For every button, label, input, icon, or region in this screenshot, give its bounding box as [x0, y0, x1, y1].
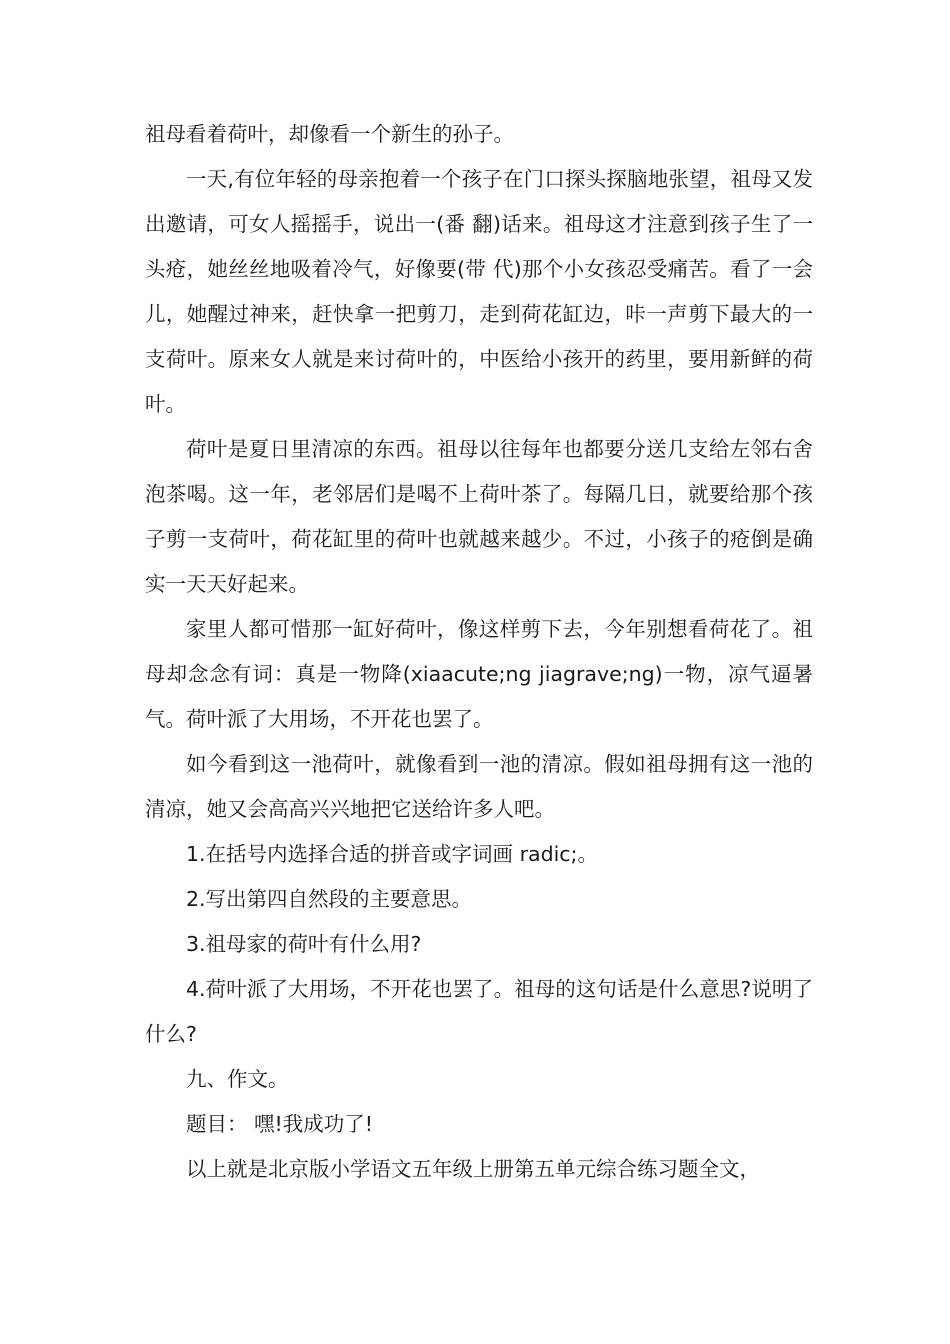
closing-line: 以上就是北京版小学语文五年级上册第五单元综合练习题全文，	[186, 1157, 760, 1181]
question-4: 4.荷叶派了大用场，不开花也罢了。祖母的这句话是什么意思?说明了什么?	[145, 977, 813, 1046]
paragraph-1: 祖母看着荷叶，却像看一个新生的孙子。	[145, 122, 514, 146]
question-1: 1.在括号内选择合适的拼音或字词画 radic;。	[186, 842, 598, 866]
paragraph-4: 家里人都可惜那一缸好荷叶，像这样剪下去，今年别想看荷花了。祖母却念念有词：真是一物降(xiaacute;ng jiagrave;ng)一物，凉气逼暑气。荷叶派了大用场，不开花也罢了。	[145, 617, 813, 731]
composition-title: 题目： 嘿!我成功了!	[186, 1112, 373, 1136]
question-3: 3.祖母家的荷叶有什么用?	[186, 932, 422, 956]
question-2: 2.写出第四自然段的主要意思。	[186, 887, 473, 911]
document-body	[145, 112, 813, 1192]
paragraph-3: 荷叶是夏日里清凉的东西。祖母以往每年也都要分送几支给左邻右舍泡茶喝。这一年，老邻居们是喝不上荷叶茶了。每隔几日，就要给那个孩子剪一支荷叶，荷花缸里的荷叶也就越来越少。不过，小孩子的疮倒是确实一天天好起来。	[145, 437, 813, 596]
paragraph-2: 一天,有位年轻的母亲抱着一个孩子在门口探头探脑地张望，祖母又发出邀请，可女人摇摇手，说出一(番 翻)话来。祖母这才注意到孩子生了一头疮，她丝丝地吸着冷气，好像要(带 代)那个小女孩忍受痛苦。看了一会儿，她醒过神来，赶快拿一把剪刀，走到荷花缸边，咔一声剪下最大的一支荷叶。原来女人就是来讨荷叶的，中医给小孩开的药里，要用新鲜的荷叶。	[145, 167, 813, 416]
section-heading-composition: 九、作文。	[186, 1067, 289, 1091]
paragraph-5: 如今看到这一池荷叶，就像看到一池的清凉。假如祖母拥有这一池的清凉，她又会高高兴兴地把它送给许多人吧。	[145, 752, 813, 821]
